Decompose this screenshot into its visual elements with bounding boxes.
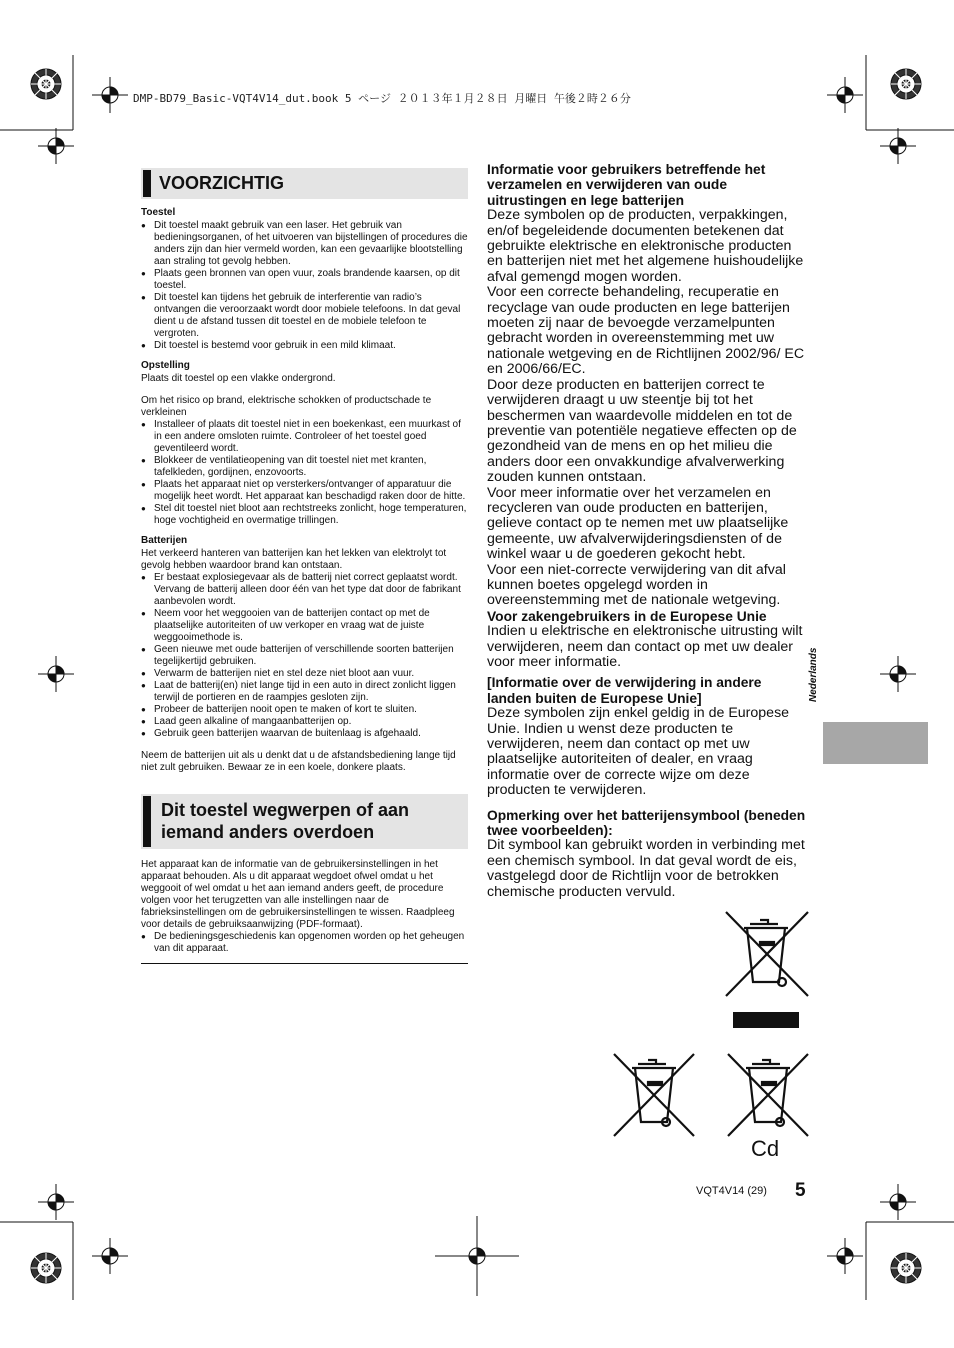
info-paragraph: Voor meer informatie over het verzamelen en recycleren van oude producten en batterijen, gelieve contact op te nemen met uw plaatselijke gemeente, uw afvalverwijderingsdiensten of de winkel waar u de goederen gekocht hebt. (487, 484, 789, 563)
batterijen-list (141, 572, 468, 740)
document-code: VQT4V14 (29) (696, 1185, 767, 1197)
opstelling-list (141, 419, 468, 527)
toestel-heading: Toestel (141, 207, 176, 218)
page-number: 5 (795, 1180, 806, 1201)
list-item: ● Dit toestel maakt gebruik van een laser. Het gebruik van bedieningsorganen, of het uitvoeren van bijstellingen of procedures die anders zijn dan hier vermeld worden, kan een gevaarlijke blootstelling aan straling tot gevolg hebben. (141, 220, 468, 268)
cadmium-symbol-label: Cd (751, 1136, 780, 1161)
opstelling-heading: Opstelling (141, 360, 190, 371)
list-item: ● Geen nieuwe met oude batterijen of verschillende soorten batterijen tegelijkertijd gebruiken. (141, 644, 468, 668)
batterijen-heading: Batterijen (141, 535, 188, 546)
buiten-eu-text: Deze symbolen zijn enkel geldig in de Europese Unie. Indien u wenst deze producten te verwijderen, neem dan contact op met uw plaatselijke autoriteiten of dealer, en vraag informatie over de correcte wijze om deze producten te verwijderen. (487, 705, 790, 799)
wegwerpen-text: Het apparaat kan de informatie van de gebruikersinstellingen in het apparaat behouden. Als u dit apparaat wegdoet ofwel omdat u het weggooit of wel omdat u het aan iemand anders geeft, de procedure volgen voor het terugzetten van alle instellingen naar de fabrieksinstellingen om de gebruikersinstellingen te wissen. Raadpleeg voor details de gebruiksaanwijzing (PDF-formaat). (141, 859, 455, 930)
wegwerpen-title: Dit toestel wegwerpen of aan iemand anders overdoen (161, 800, 410, 842)
info-paragraph: Deze symbolen op de producten, verpakkingen, en/of begeleidende documenten betekenen dat gebruikte elektrische en elektronische producten en batterijen niet met het algemene huishoudelijke afval gemengd mogen worden. (487, 207, 804, 285)
right-column (487, 162, 809, 900)
list-item: ● Laad geen alkaline of mangaanbatterijen op. (141, 716, 468, 728)
batterijen-note: Neem de batterijen uit als u denkt dat u de afstandsbediening lange tijd niet zult gebruiken. Bewaar ze in een koele, donkere plaats. (141, 750, 456, 773)
list-item: ● Probeer de batterijen nooit open te maken of kort te sluiten. (141, 704, 468, 716)
list-item: ● Plaats het apparaat niet op versterkers/ontvanger of apparatuur die mogelijk heet wordt. Het apparaat kan beschadigd raken door de hitte. (141, 479, 468, 503)
list-item: ● Plaats geen bronnen van open vuur, zoals brandende kaarsen, op dit toestel. (141, 268, 468, 292)
voorzichtig-section-header (141, 168, 468, 199)
wegwerpen-section-header (141, 794, 468, 849)
batterijen-intro: Het verkeerd hanteren van batterijen kan het lekken van elektrolyt tot gevolg hebben waardoor brand kan ontstaan. (141, 548, 447, 571)
info-paragraph: Voor een niet-correcte verwijdering van dit afval kunnen boetes opgelegd worden in overeenstemming met de nationale wetgeving. (487, 561, 786, 609)
opmerking-heading: Opmerking over het batterijensymbool (beneden twee voorbeelden): (487, 807, 806, 839)
list-item: ● Blokkeer de ventilatieopening van dit toestel niet met kranten, tafelkleden, gordijnen, enzovoorts. (141, 455, 468, 479)
info-paragraph: Voor een correcte behandeling, recuperatie en recyclage van oude producten en lege batterijen moeten zij naar de bevoegde verzamelpunten gebracht worden in overeenstemming met uw nationale wetgeving en de Richtlijnen 2002/96/ EC en 2006/66/EC. (487, 284, 805, 378)
battery-bin-cd-icon (726, 1052, 810, 1138)
list-item: ● Installeer of plaats dit toestel niet in een boekenkast, een muurkast of in een andere omsloten ruimte. Controleer of het toestel goed geventileerd wordt. (141, 419, 468, 455)
list-item: ● Er bestaat explosiegevaar als de batterij niet correct geplaatst wordt. Vervang de batterij alleen door één van het type dat door de fabrikant aanbevolen wordt. (141, 572, 468, 608)
opstelling-text: Plaats dit toestel op een vlakke ondergrond. (141, 373, 336, 384)
language-tab-label: Nederlands (808, 647, 819, 702)
language-tab (823, 722, 928, 764)
section-divider (141, 963, 468, 964)
file-header-line: DMP-BD79_Basic-VQT4V14_dut.book 5 ページ ２０１３年１月２８日 月曜日 午後２時２６分 (133, 92, 631, 105)
wegwerpen-list (141, 931, 468, 955)
battery-bin-icon (612, 1052, 696, 1138)
info-paragraph: Door deze producten en batterijen correct te verwijderen draagt u uw steentje bij tot het beschermen van waardevolle middelen en tot de preventie van potentiële negatieve effecten op de gezondheid van de mens en op het milieu die anders door een onvakkundige afvalverwerking zouden kunnen ontstaan. (487, 376, 797, 486)
weee-bin-icon (724, 910, 810, 1032)
info-heading: Informatie voor gebruikers betreffende het verzamelen en verwijderen van oude uitrustingen en lege batterijen (487, 162, 766, 208)
list-item: ● Stel dit toestel niet bloot aan rechtstreeks zonlicht, hoge temperaturen, hoge vochtigheid en overmatige trillingen. (141, 503, 468, 527)
voorzichtig-title: VOORZICHTIG (159, 173, 284, 193)
list-item: ● Laat de batterij(en) niet lange tijd in een auto in direct zonlicht liggen terwijl de portieren en de raampjes gesloten zijn. (141, 680, 468, 704)
toestel-list (141, 220, 468, 352)
list-item: ● Dit toestel kan tijdens het gebruik de interferentie van radio’s ontvangen die veroorzaakt wordt door mobiele telefoons. In dat geval dient u de afstand tussen dit toestel en de mobiele telefoon te vergroten. (141, 292, 468, 340)
list-item: ● Gebruik geen batterijen waarvan de buitenlaag is afgehaald. (141, 728, 468, 740)
list-item: ● Neem voor het weggooien van de batterijen contact op met de plaatselijke autoriteiten of uw verkoper en vraag wat de juiste weggooimethode is. (141, 608, 468, 644)
opmerking-text: Dit symbool kan gebruikt worden in verbinding met een chemisch symbool. In dat geval wordt de eis, vastgelegd door de Richtlijn voor de betrokken chemische producten vervuld. (487, 837, 805, 900)
list-item: ● Dit toestel is bestemd voor gebruik in een mild klimaat. (141, 340, 468, 352)
opstelling-intro: Om het risico op brand, elektrische schokken of productschade te verkleinen (141, 395, 432, 418)
list-item: ● Verwarm de batterijen niet en stel deze niet bloot aan vuur. (141, 668, 468, 680)
zakelijk-text: Indien u elektrische en elektronische uitrusting wilt verwijderen, neem dan contact op met uw dealer voor meer informatie. (487, 623, 803, 670)
list-item: ● De bedieningsgeschiedenis kan opgenomen worden op het geheugen van dit apparaat. (141, 931, 468, 955)
zakelijk-heading: Voor zakengebruikers in de Europese Unie (487, 608, 767, 624)
left-column (141, 168, 468, 964)
buiten-eu-heading: [Informatie over de verwijdering in andere landen buiten de Europese Unie] (487, 675, 762, 706)
